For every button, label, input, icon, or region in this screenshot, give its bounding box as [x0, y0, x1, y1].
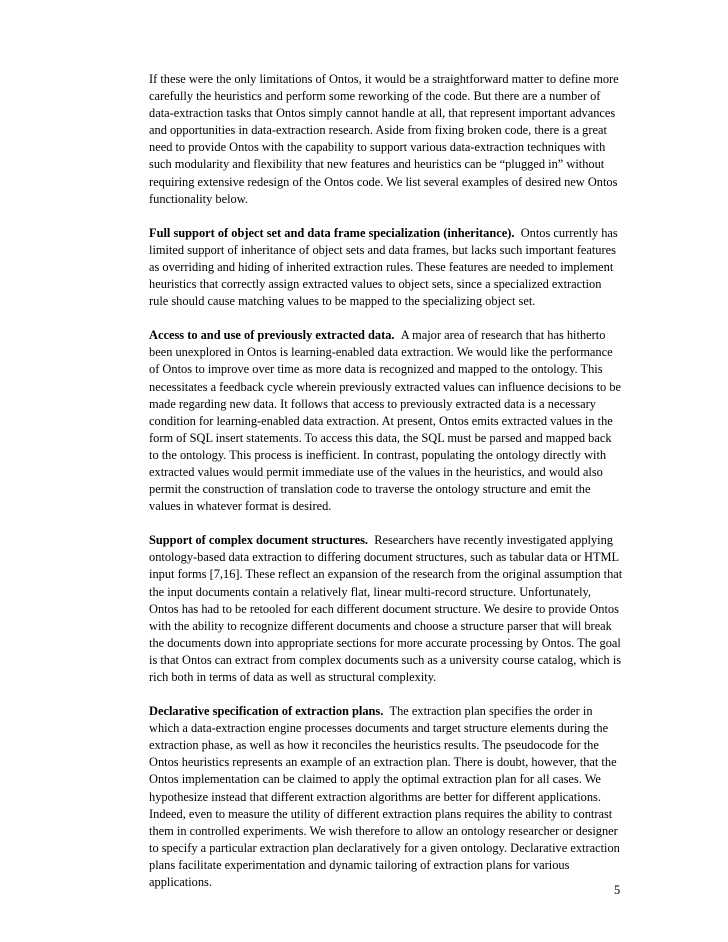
page-number: 5	[614, 883, 621, 897]
section-heading: Full support of object set and data frame specialization (inheritance).	[149, 225, 515, 240]
section-body: Ontos currently has limited support of inheritance of object sets and data frames, but lacks such important features as overriding and hiding of inherited extraction rules. These features are needed to implement heuristics that correctly assign extracted values to object sets, since a specialized extraction rule should cause matching values to be mapped to the specializing object set.	[149, 225, 618, 309]
section-body: A major area of research that has hitherto been unexplored in Ontos is learning-enabled data extraction. We would like the performance of Ontos to improve over time as more data is recognized and mapped to the ontology. This necessitates a feedback cycle wherein previously extracted values can influence decisions to be made regarding new data. It follows that access to previously extracted data is a necessary condition for learning-enabled data extraction. At present, Ontos emits extracted values in the form of SQL insert statements. To access this data, the SQL must be parsed and mapped back to the ontology. This process is inefficient. In contrast, populating the ontology directly with extracted values would permit immediate use of the values in the heuristics, and would also permit the construction of translation code to traverse the ontology structure and emit the values in whatever format is desired.	[149, 328, 622, 514]
section-body: The extraction plan specifies the order in which a data-extraction engine processes documents and target structure elements during the extraction phase, as well as how it reconciles the heuristics results. The pseudocode for the Ontos heuristics represents an example of an extraction plan. There is doubt, however, that the Ontos implementation can be claimed to apply the optimal extraction plan for all cases. We hypothesize instead that different extraction algorithms are better for different applications. Indeed, even to measure the utility of different extraction plans requires the ability to contrast them in controlled experiments. We wish therefore to allow an ontology researcher or designer to specify a particular extraction plan declaratively for a given ontology. Declarative extraction plans facilitate experimentation and dynamic tailoring of extraction plans for various applications.	[149, 704, 620, 890]
section-body: Researchers have recently investigated applying ontology-based data extraction to differing document structures, such as tabular data or HTML input forms [7,16]. These reflect an expansion of the research from the original assumption that the input documents contain a relatively flat, linear multi-record structure. Unfortunately, Ontos has had to be retooled for each different document structure. We desire to provide Ontos with the ability to recognize different documents and choose a structure parser that will break the documents down into appropriate sections for more accurate processing by Ontos. The goal is that Ontos can extract from complex documents such as a university course catalog, which is rich both in terms of data as well as structural complexity.	[149, 533, 623, 684]
section-heading: Access to and use of previously extracted data.	[149, 328, 395, 343]
section-paragraph	[149, 703, 623, 891]
document-page	[149, 71, 623, 908]
intro-text: If these were the only limitations of Ontos, it would be a straightforward matter to define more carefully the heuristics and perform some reworking of the code. But there are a number of data-extraction tasks that Ontos simply cannot handle at all, that represent important advances and opportunities in data-extraction research. Aside from fixing broken code, there is a great need to provide Ontos with the capability to support various data-extraction techniques with such modularity and flexibility that new features and heuristics can be “plugged in” without requiring extensive redesign of the Ontos code. We list several examples of desired new Ontos functionality below.	[149, 72, 619, 206]
section-heading: Declarative specification of extraction plans.	[149, 704, 384, 719]
section-paragraph	[149, 532, 623, 686]
section-heading: Support of complex document structures.	[149, 533, 369, 548]
section-paragraph	[149, 225, 623, 310]
section-paragraph	[149, 327, 623, 515]
intro-paragraph	[149, 71, 623, 208]
